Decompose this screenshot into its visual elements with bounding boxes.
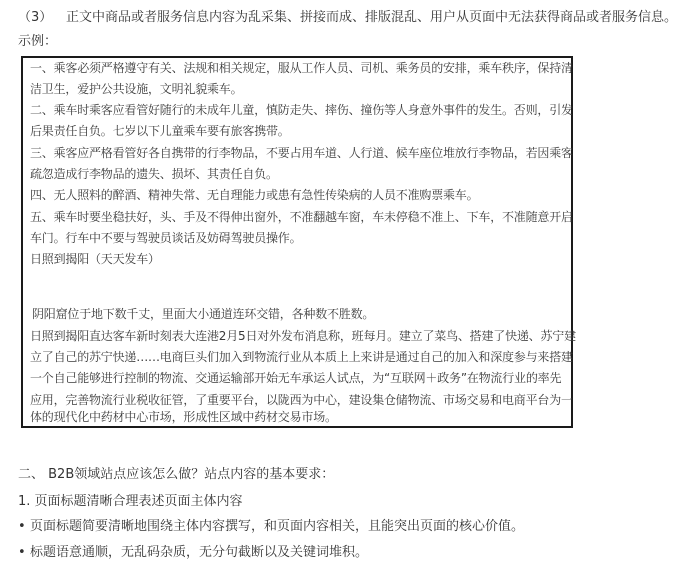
bullet-text: 页面标题简要清晰地围绕主体内容撰写，和页面内容相关，且能突出页面的核心价值。	[30, 519, 525, 534]
section-subheading: 1. 页面标题清晰合理表述页面主体内容	[18, 494, 243, 509]
example-line: 疏忽造成行李物品的遗失、损坏、其责任自负。	[30, 167, 278, 181]
bullet-glyph: •	[18, 519, 26, 534]
section-heading: 二、 B2B领域站点应该怎么做？站点内容的基本要求：	[18, 467, 335, 482]
example-line: 二、乘车时乘客应看管好随行的未成年儿童，慎防走失、摔伤、撞伤等人身意外事件的发生。否则，引发	[30, 103, 573, 117]
bullet-text: 标题语意通顺，无乱码杂质，无分句截断以及关键词堆积。	[30, 545, 369, 560]
example-line: 应用，完善物流行业税收征管，了重要平台，以陇西为中心，建设集仓储物流、市场交易和电商平台为一	[30, 393, 573, 407]
item-description: 正文中商品或者服务信息内容为乱采集、拼接而成、排版混乱、用户从页面中无法获得商品或者服务信息。	[66, 10, 678, 25]
example-line: 一、乘客必须严格遵守有关、法规和相关规定，服从工作人员、司机、乘务员的安排，乘车秩序，保持清	[30, 61, 573, 75]
bullet-item	[18, 543, 368, 563]
example-line: 日照到揭阳直达客车新时刻表大连港2月5日对外发布消息称，班每月。建立了菜鸟、搭建了快递、苏宁建	[30, 329, 576, 343]
example-line: 日照到揭阳（天天发车）	[30, 252, 160, 266]
example-line: 后果责任自负。七岁以下儿童乘车要有旅客携带。	[30, 124, 290, 138]
bullet-glyph: •	[18, 545, 26, 560]
example-line: 三、乘客应严格看管好各自携带的行李物品，不要占用车道、人行道、候车座位堆放行李物品，若因乘客	[30, 146, 573, 160]
example-label: 示例：	[18, 34, 58, 49]
example-line: 车门。行车中不要与驾驶员谈话及妨碍驾驶员操作。	[30, 231, 302, 245]
example-line: 体的现代化中药材中心市场，形成性区域中药材交易市场。	[30, 410, 337, 424]
example-line: 立了自己的苏宁快递……电商巨头们加入到物流行业从本质上上来讲是通过自己的加入和深度参与来搭建	[30, 350, 573, 364]
example-line: 一个自己能够进行控制的物流、交通运输部开始无车承运人试点，为“互联网＋政务”在物流行业的率先	[30, 371, 562, 385]
example-line: 五、乘车时要坐稳扶好，头、手及不得伸出窗外，不准翻越车窗，车未停稳不准上、下车，不准随意开启	[30, 210, 573, 224]
item-number: （3）	[18, 10, 53, 25]
example-line: 阴阳窟位于地下数千丈，里面大小通道连环交错，各种数不胜数。	[32, 307, 375, 321]
example-box	[21, 56, 576, 428]
example-line: 洁卫生，爱护公共设施，文明礼貌乘车。	[30, 82, 243, 96]
bullet-item	[18, 517, 524, 537]
example-line: 四、无人照料的醉酒、精神失常、无自理能力或患有急性传染病的人员不准购票乘车。	[30, 188, 479, 202]
